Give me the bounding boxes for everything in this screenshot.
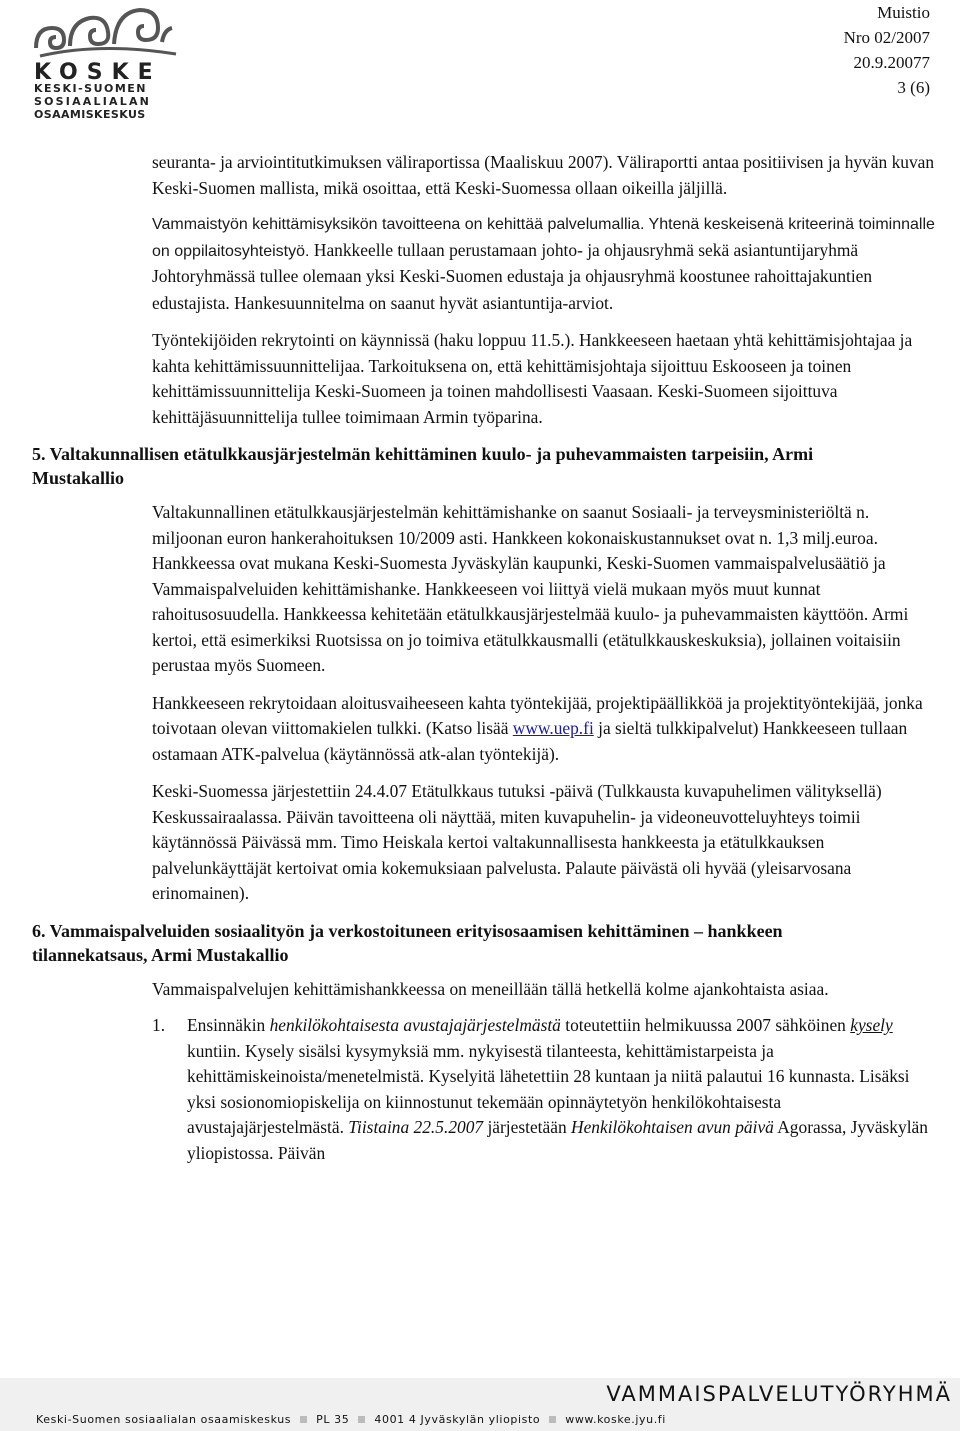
paragraph-report [0, 150, 960, 201]
paragraph-text: Työntekijöiden rekrytointi on käynnissä (haku loppuu 11.5.). Hankkeeseen haetaan yhtä kehittämisjohtajaa ja kahta kehittämissuunnittelijaa. Tarkoituksena on, että kehittämisjohtaja sijoittuu Eskooseen ja toinen kehittämissuunnittelija Keski-Suomeen ja toinen mahdollisesti Vaasaan. Keski-Suomeen sijoittuva kehittäjäsuunnittelija tullee toimimaan Armin työparina. [152, 330, 913, 427]
separator-square-icon [300, 1416, 307, 1423]
paragraph-hiring [0, 691, 960, 768]
list-text-italic: henkilökohtaisesta avustajajärjestelmästä [269, 1015, 561, 1035]
separator-square-icon [358, 1416, 365, 1423]
paragraph-text: Hankkeeseen rekrytoidaan aloitusvaiheeseen kahta työntekijää, projektipäällikköä ja projektityöntekijää, jonka toivotaan olevan viittomakielen tulkki. (Katso lisää [152, 692, 923, 738]
list-text: kuntiin. Kysely sisälsi kysymyksiä mm. nykyisestä tilanteesta, kehittämistarpeista ja kehittämiskeinoista/menetelmistä. Kyselyitä lähetettiin 28 kuntaan ja niitä palautui 16 kunnasta. Lisäksi yksi sosionomiopiskelija on kiinnostunut tekemään opinnäytetyön henkilökohtaisesta avustajajärjestelmästä. [187, 1040, 910, 1137]
list-text: järjestetään [487, 1117, 567, 1137]
list-text: Agorassa, Jyväskylän yliopistossa. Päivän [187, 1117, 928, 1163]
list-text: Ensinnäkin [187, 1015, 266, 1035]
paragraph-event [0, 779, 960, 907]
paragraph-text: Vammaispalvelujen kehittämishankkeessa on meneillään tällä hetkellä kolme ajankohtaista asiaa. [152, 978, 829, 999]
footer-url[interactable]: www.koske.jyu.fi [565, 1413, 666, 1426]
logo-line-3: OSAAMISKESKUS [34, 108, 146, 121]
section-heading-5: 5. Valtakunnallisen etätulkkausjärjestelmän kehittäminen kuulo- ja puhevammaisten tarpeisiin, Armi Mustakallio [32, 444, 814, 488]
footer-org: Keski-Suomen sosiaalialan osaamiskeskus [36, 1413, 292, 1426]
paragraph-text: Keski-Suomessa järjestettiin 24.4.07 Etätulkkaus tutuksi -päivä (Tulkkausta kuvapuhelimen välityksellä) Keskussairaalassa. Päivän tavoitteena oli näyttää, miten kuvapuhelin- ja videoneuvotteluyhteys toimii käytännössä Päivässä mm. Timo Heiskala kertoi valtakunnallisesta hankkeesta ja etätulkkauksen palvelunkäyttäjät kertoivat omia kokemuksiaan palvelusta. Palaute päivästä oli hyvää (yleisarvosana erinomainen). [152, 781, 882, 903]
paragraph-remote-interpreting [0, 500, 960, 679]
doc-type: Muistio [877, 3, 930, 22]
document-body [0, 150, 960, 1166]
list-item [0, 1013, 960, 1166]
footer-postal-address: 4001 4 Jyväskylän yliopisto [374, 1413, 541, 1426]
list-text-italic: Henkilökohtaisen avun päivä [571, 1117, 774, 1137]
paragraph-text: Hankkeelle tullaan perustamaan johto- ja ohjausryhmä sekä asiantuntijaryhmä Johtoryhmässä tullee olemaan yksi Keski-Suomen edustaja ja ohjausryhmä koostunee rahoittajakuntien edustajista. Hankesuunnitelma on saanut hyvät asiantuntija-arviot. [152, 239, 873, 313]
footer-address [36, 1413, 666, 1426]
paragraph-text: ja sieltä tulkkipalvelut) Hankkeeseen tullaan ostamaan ATK-palvelua (käytännössä atk-alan työntekijä). [152, 718, 908, 764]
list-text-italic: kysely [850, 1015, 893, 1035]
paragraph-current-topics [0, 977, 960, 1003]
doc-date: 20.9.20077 [853, 53, 930, 72]
page-number: 3 (6) [897, 78, 930, 97]
logo-name: KOSKE [34, 60, 162, 85]
footer-title: VAMMAISPALVELUTYÖRYHMÄ [606, 1382, 952, 1406]
logo-line-1: KESKI-SUOMEN [34, 82, 148, 95]
koske-logo [30, 2, 180, 122]
uep-link[interactable]: www.uep.fi [512, 718, 594, 738]
list-number: 1. [152, 1015, 166, 1035]
paragraph-text: Valtakunnallinen etätulkkausjärjestelmän kehittämishanke on saanut Sosiaali- ja terveysministeriöltä n. miljoonan euron hankerahoituksen 10/2009 asti. Hankkeen kokonaiskustannukset ovat n. 1,3 milj.euroa. Hankkeessa ovat mukana Keski-Suomesta Jyväskylän kaupunki, Keski-Suomen vammaispalvelusäätiö ja Vammaispalveluiden kehittämishanke. Hankkeeseen voi liittyä vielä mukaan myös muut kunnat rahoitusosuudella. Hankkeessa kehitetään etätulkkausjärjestelmää kuulo- ja puhevammaisten käyttöön. Armi kertoi, että esimerkiksi Ruotsissa on jo toimiva etätulkkausmalli (etätulkkauskeskuksia), jollainen voitaisiin perustaa myös Suomeen. [152, 502, 909, 675]
footer-po-box: PL 35 [316, 1413, 350, 1426]
paragraph-text: Vammaistyön kehittämisyksikön tavoitteena on kehittää palvelumallia. Yhtenä keskeisenä kriteerinä toiminnalle on oppilaitosyhteistyö. [152, 216, 935, 260]
list-text-italic: Tiistaina 22.5.2007 [348, 1117, 484, 1137]
section-heading-6: 6. Vammaispalveluiden sosiaalityön ja verkostoituneen erityisosaamisen kehittäminen – hankkeen tilannekatsaus, Armi Mustakallio [32, 920, 783, 965]
separator-square-icon [549, 1416, 556, 1423]
document-meta [844, 0, 930, 100]
paragraph-text: seuranta- ja arviointitutkimuksen väliraportissa (Maaliskuu 2007). Väliraportti antaa positiivisen ja hyvän kuvan Keski-Suomen mallista, mikä osoittaa, että Keski-Suomessa ollaan oikeilla jäljillä. [152, 152, 935, 198]
list-text: toteutettiin helmikuussa 2007 sähköinen [565, 1015, 846, 1035]
logo-ornament-icon [30, 2, 180, 60]
doc-number: Nro 02/2007 [843, 28, 930, 47]
logo-line-2: SOSIAALIALAN [34, 95, 152, 108]
paragraph-recruitment [0, 328, 960, 430]
paragraph-development-unit [0, 212, 960, 317]
